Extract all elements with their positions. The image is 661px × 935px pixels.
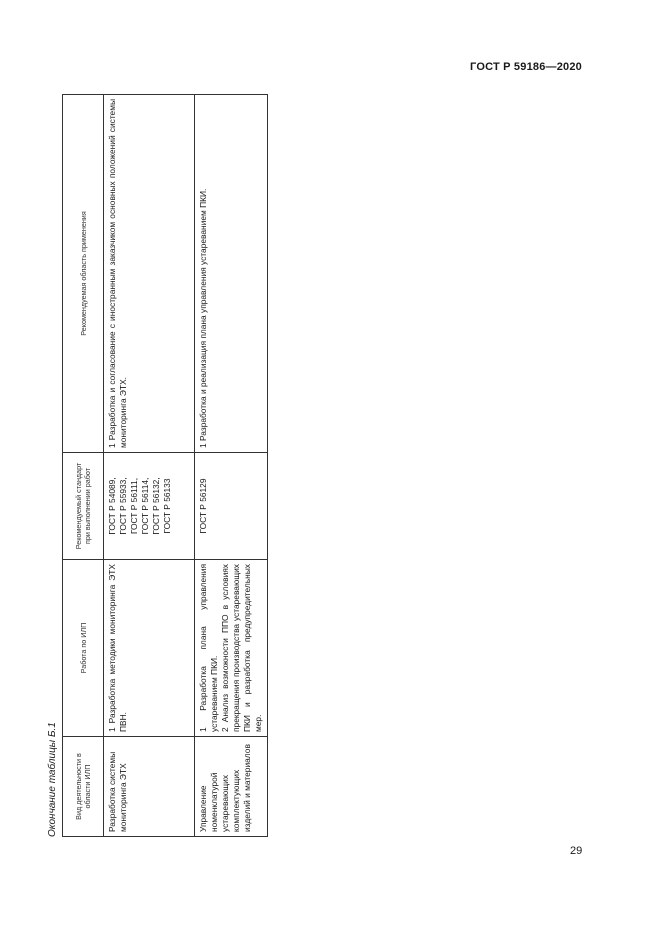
column-header-standard: Рекомендуемый стандарт при выполнении работ xyxy=(63,453,104,560)
work-item: 2 Анализ возможности ППО в условиях прекращения производства устаревающих ПКИ и разработка предупредительных мер. xyxy=(219,564,263,732)
table-header-row xyxy=(63,95,104,837)
document-header: ГОСТ Р 59186—2020 xyxy=(470,61,582,73)
standard-ref: ГОСТ Р 56132, xyxy=(150,477,161,535)
cell-standards xyxy=(104,453,195,560)
work-item: 1 Разработка методики мониторинга ЭТХ ПВН. xyxy=(107,564,128,732)
work-item: 1 Разработка плана управления устареванием ПКИ. xyxy=(198,564,219,732)
standard-ref: ГОСТ Р 56129 xyxy=(198,478,208,534)
standard-ref: ГОСТ Р 56114, xyxy=(139,477,150,535)
rotated-table-block xyxy=(46,95,263,837)
standard-ref: ГОСТ Р 56133 xyxy=(161,478,172,534)
table-row xyxy=(104,95,195,837)
cell-application: 1 Разработка и согласование с иностранным заказчиком основных положений системы мониторинга ЭТХ. xyxy=(104,95,195,453)
cell-standards xyxy=(195,453,268,560)
page-number: 29 xyxy=(570,845,583,857)
cell-application: 1 Разработка и реализация плана управления устареванием ПКИ. xyxy=(195,95,268,453)
cell-activity: Управление номенклатурой устаревающих комплектующих изделий и материалов xyxy=(195,737,268,837)
column-header-application: Рекомендуемая область применения xyxy=(63,95,104,453)
standard-ref: ГОСТ Р 55933, xyxy=(117,477,128,535)
cell-work xyxy=(104,560,195,737)
standard-ref: ГОСТ Р 56111, xyxy=(128,477,139,535)
column-header-activity: Вид деятельности в области ИЛП xyxy=(63,737,104,837)
cell-work xyxy=(195,560,268,737)
activities-table xyxy=(62,94,268,837)
standard-ref: ГОСТ Р 54089, xyxy=(107,477,117,535)
table-caption: Окончание таблицы Б.1 xyxy=(47,722,58,837)
table-row xyxy=(195,95,268,837)
cell-activity: Разработка системы мониторинга ЭТХ xyxy=(104,737,195,837)
column-header-work: Работа по ИЛП xyxy=(63,560,104,737)
